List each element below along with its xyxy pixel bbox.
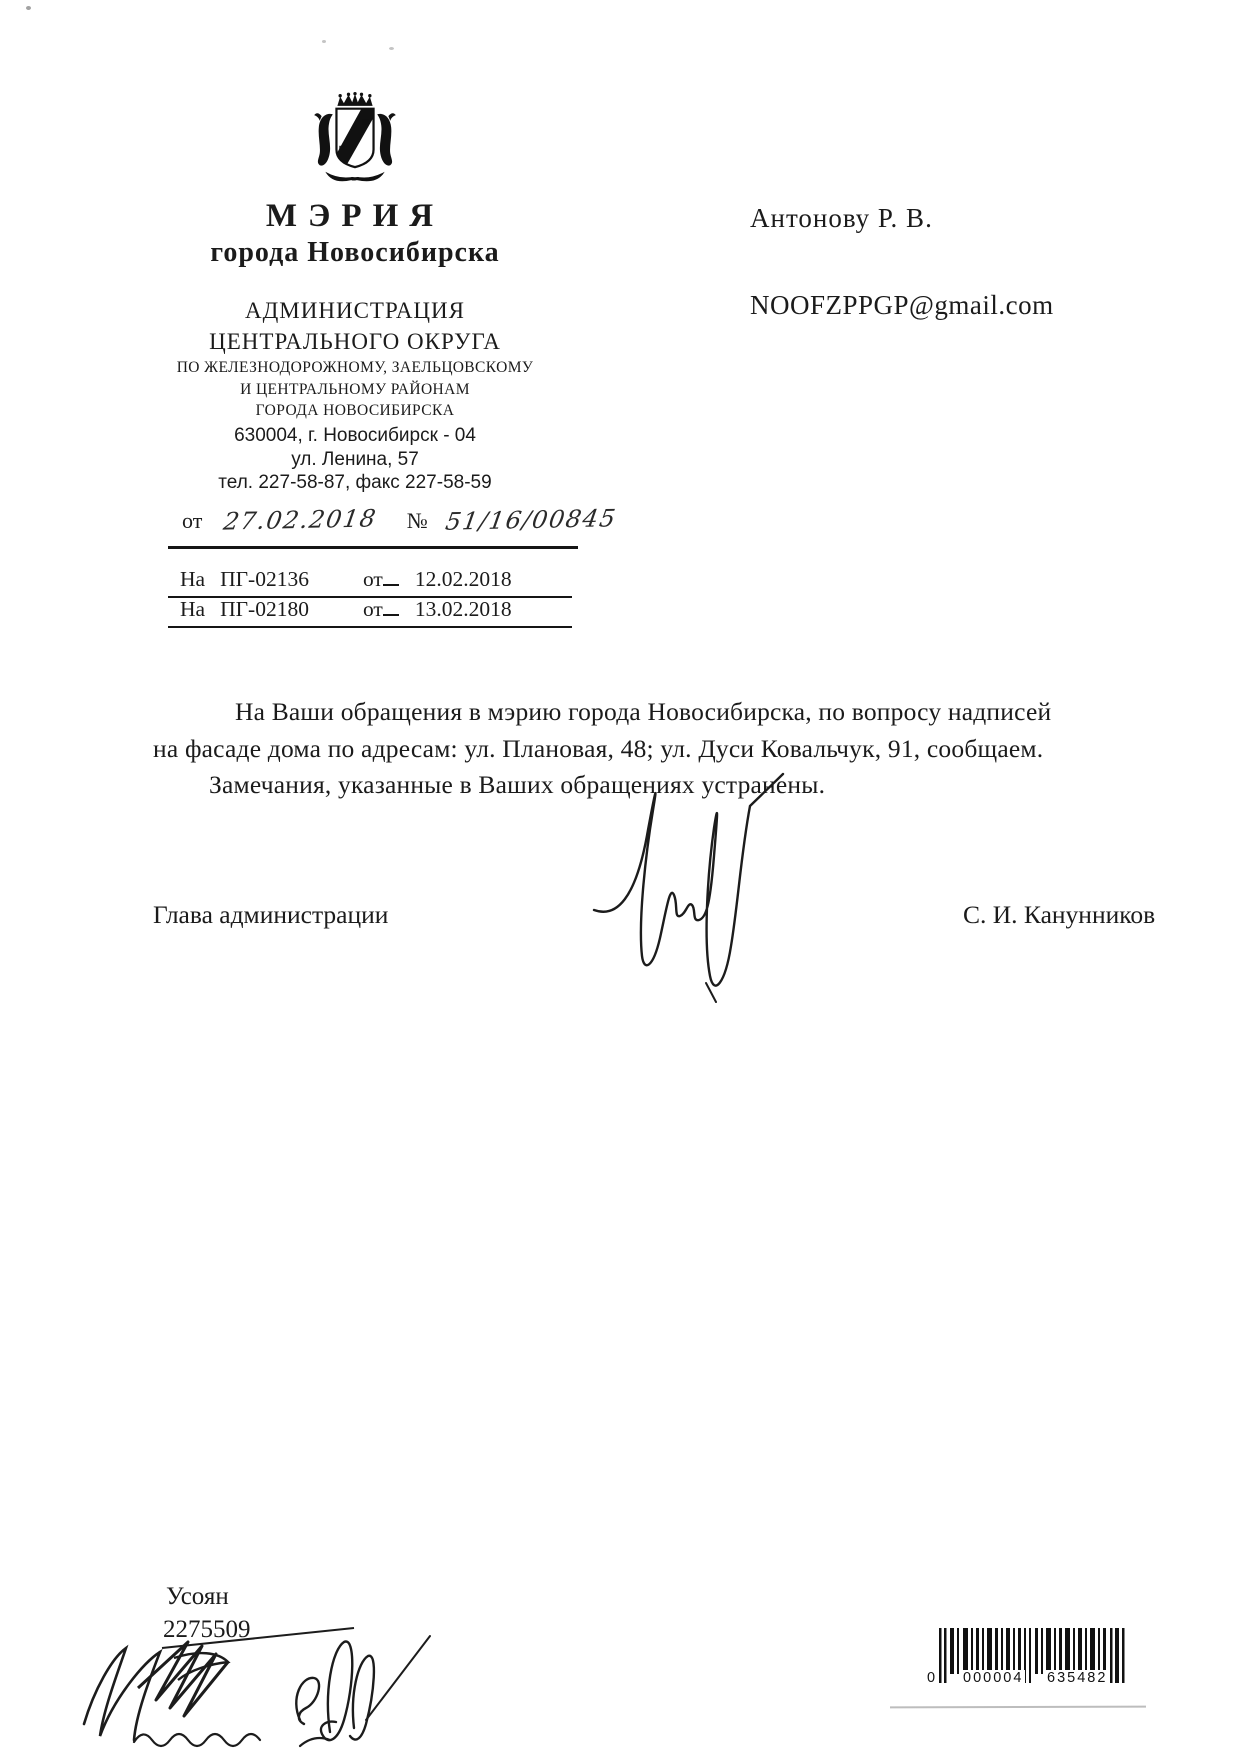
recipient-name: Антонову Р. В. (750, 203, 933, 233)
barcode-digit-group: 635482 (1047, 1670, 1108, 1686)
incoming-label: На (180, 567, 206, 591)
underscore-line (383, 604, 399, 616)
address-line: 630004, г. Новосибирск - 04 (234, 425, 476, 447)
body-line: на фасаде дома по адресам: ул. Плановая, 48; ул. Дуси Ковальчук, 91, сообщаем. (153, 733, 1044, 763)
signature-scribble (578, 768, 813, 1003)
executor-name: Усоян (166, 1583, 229, 1610)
recipient-email: NOOFZPPGP@gmail.com (750, 290, 1054, 320)
scan-speck (26, 6, 31, 10)
body-line: На Ваши обращения в мэрию города Новосибирска, по вопросу надписей (235, 697, 1052, 726)
scan-artifact-line (890, 1706, 1146, 1709)
novosibirsk-coat-of-arms-icon (308, 92, 402, 194)
barcode-digit-group: 000004 (963, 1670, 1024, 1686)
incoming-from-label: от (362, 597, 383, 621)
letterhead (140, 92, 570, 494)
dept-line: И ЦЕНТРАЛЬНОМУ РАЙОНАМ (240, 380, 470, 398)
incoming-from-label: от (362, 567, 383, 591)
signer-position: Глава администрации (153, 900, 389, 929)
signer-name: С. И. Канунников (963, 900, 1156, 929)
handwritten-number: 51/16/00845 (443, 504, 619, 536)
scan-speck (322, 40, 326, 43)
incoming-number: ПГ-02136 (220, 567, 309, 591)
barcode-digit-group: 0 (927, 1670, 936, 1686)
incoming-reference-row (168, 597, 572, 628)
incoming-date: 13.02.2018 (414, 597, 512, 621)
incoming-date: 12.02.2018 (414, 567, 512, 591)
incoming-number: ПГ-02180 (220, 597, 309, 621)
date-label: от (182, 508, 203, 533)
dept-line: ПО ЖЕЛЕЗНОДОРОЖНОМУ, ЗАЕЛЬЦОВСКОМУ (176, 359, 534, 377)
incoming-reference-row (168, 567, 572, 598)
number-label: № (406, 508, 428, 533)
org-title: МЭРИЯ (265, 198, 445, 234)
incoming-label: На (180, 597, 206, 621)
dept-line: ЦЕНТРАЛЬНОГО ОКРУГА (209, 329, 501, 355)
dept-line: ГОРОДА НОВОСИБИРСКА (255, 402, 455, 420)
barcode-digits (925, 1670, 1137, 1690)
scan-speck (389, 47, 394, 50)
barcode (925, 1628, 1137, 1692)
body-line: Замечания, указанные в Ваших обращениях устранены. (209, 770, 826, 799)
handwritten-date: 27.02.2018 (221, 504, 380, 536)
org-subtitle: города Новосибирска (210, 237, 500, 268)
executor-phone: 2275509 (163, 1616, 251, 1643)
outgoing-reference-line (168, 504, 619, 549)
footer-signatures (78, 1628, 448, 1754)
address-line: ул. Ленина, 57 (291, 448, 419, 470)
dept-line: АДМИНИСТРАЦИЯ (245, 298, 465, 324)
address-line: тел. 227-58-87, факс 227-58-59 (218, 471, 492, 493)
underscore-line (383, 574, 399, 586)
